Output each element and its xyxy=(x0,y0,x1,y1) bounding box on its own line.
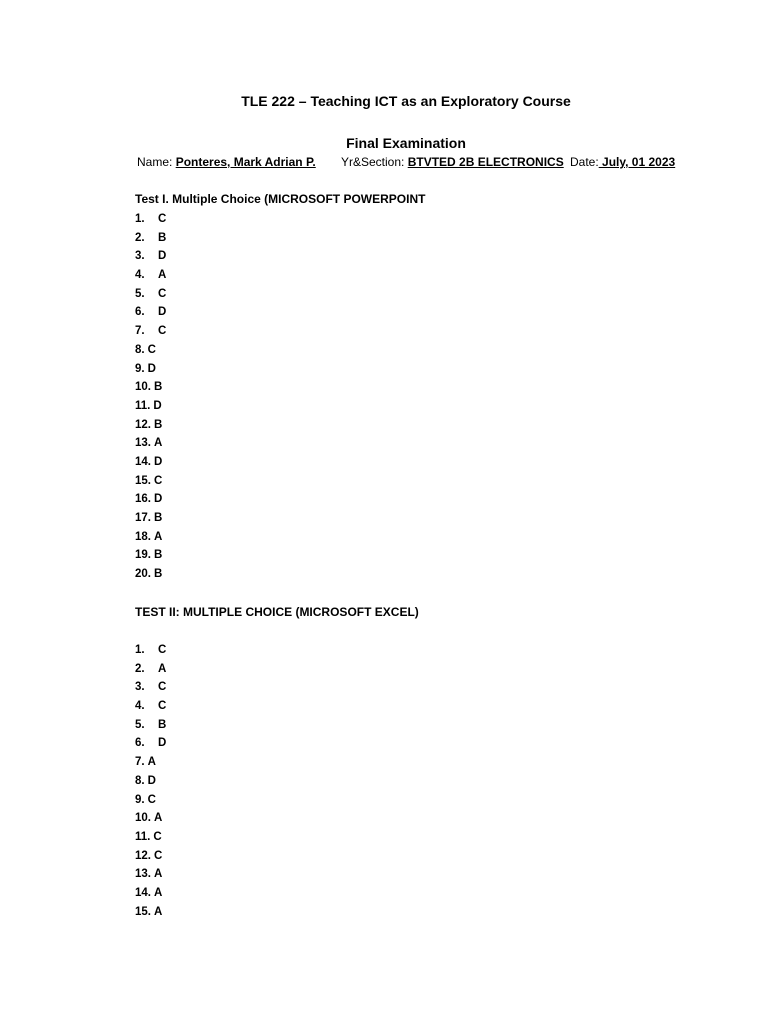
answer-item xyxy=(135,509,166,528)
answer-letter: D xyxy=(147,362,156,375)
exam-title: Final Examination xyxy=(346,135,466,151)
answer-letter: C xyxy=(158,213,167,225)
answer-letter: A xyxy=(158,662,167,675)
answer-letter: C xyxy=(154,849,163,862)
answer-item xyxy=(135,716,166,735)
answer-item xyxy=(135,884,166,903)
answer-number: 12. xyxy=(135,418,151,431)
answer-number: 14. xyxy=(135,886,151,899)
answer-number: 5. xyxy=(135,287,145,300)
answer-item xyxy=(135,285,166,304)
answer-item xyxy=(135,210,166,229)
answer-item xyxy=(135,229,166,248)
section-field xyxy=(341,155,564,169)
answer-item xyxy=(135,678,166,697)
answer-number: 8. xyxy=(135,774,145,787)
answer-number: 20. xyxy=(135,568,151,581)
answer-letter: D xyxy=(147,774,156,787)
answer-item xyxy=(135,565,166,584)
test2-answer-list xyxy=(135,641,166,921)
section-label: Yr&Section: xyxy=(341,155,408,169)
answer-letter: D xyxy=(154,493,163,506)
answer-item xyxy=(135,791,166,810)
answer-number: 6. xyxy=(135,306,145,319)
answer-letter: C xyxy=(158,681,167,694)
answer-letter: C xyxy=(158,287,167,300)
test1-heading: Test I. Multiple Choice (MICROSOFT POWERPOINT xyxy=(135,192,426,206)
answer-letter: B xyxy=(154,549,163,562)
answer-number: 4. xyxy=(135,269,145,282)
name-value: Ponteres, Mark Adrian P. xyxy=(175,155,316,169)
answer-letter: A xyxy=(154,812,163,825)
answer-number: 16. xyxy=(135,493,151,506)
answer-letter: D xyxy=(158,306,167,319)
answer-letter: D xyxy=(153,399,162,412)
answer-number: 7. xyxy=(135,756,145,769)
answer-letter: B xyxy=(154,568,163,581)
answer-item xyxy=(135,247,166,266)
answer-letter: A xyxy=(154,530,163,543)
answer-number: 11. xyxy=(135,830,151,843)
answer-number: 19. xyxy=(135,549,151,562)
answer-number: 6. xyxy=(135,737,145,750)
answer-number: 8. xyxy=(135,343,145,356)
answer-letter: B xyxy=(158,718,167,731)
answer-number: 15. xyxy=(135,905,151,918)
answer-number: 7. xyxy=(135,325,145,338)
answer-item xyxy=(135,490,166,509)
answer-letter: A xyxy=(154,437,163,450)
answer-letter: B xyxy=(154,418,163,431)
answer-number: 1. xyxy=(135,213,145,225)
section-value: BTVTED 2B ELECTRONICS xyxy=(407,155,564,169)
answer-item xyxy=(135,753,166,772)
answer-item xyxy=(135,453,166,472)
name-field xyxy=(137,155,316,169)
answer-number: 12. xyxy=(135,849,151,862)
answer-letter: C xyxy=(147,793,156,806)
test1-answer-list xyxy=(135,210,166,584)
answer-letter: C xyxy=(147,343,156,356)
answer-number: 14. xyxy=(135,455,151,468)
answer-letter: B xyxy=(154,381,163,394)
answer-item xyxy=(135,434,166,453)
answer-item xyxy=(135,847,166,866)
date-field xyxy=(570,155,675,169)
answer-item xyxy=(135,416,166,435)
answer-letter: C xyxy=(154,474,163,487)
course-title: TLE 222 – Teaching ICT as an Exploratory Course xyxy=(241,93,571,109)
answer-item xyxy=(135,303,166,322)
answer-letter: C xyxy=(158,700,167,713)
answer-number: 9. xyxy=(135,793,145,806)
answer-number: 13. xyxy=(135,868,151,881)
answer-letter: C xyxy=(158,644,167,656)
answer-item xyxy=(135,341,166,360)
answer-letter: B xyxy=(158,231,167,244)
answer-item xyxy=(135,472,166,491)
answer-letter: C xyxy=(158,325,167,338)
answer-item xyxy=(135,397,166,416)
answer-item xyxy=(135,266,166,285)
answer-item xyxy=(135,322,166,341)
answer-item xyxy=(135,378,166,397)
test2-heading: TEST II: MULTIPLE CHOICE (MICROSOFT EXCEL) xyxy=(135,605,419,619)
answer-number: 3. xyxy=(135,681,145,694)
answer-letter: A xyxy=(147,756,156,769)
answer-letter: A xyxy=(154,886,163,899)
answer-number: 10. xyxy=(135,812,151,825)
answer-number: 2. xyxy=(135,231,145,244)
answer-number: 15. xyxy=(135,474,151,487)
answer-number: 17. xyxy=(135,512,151,524)
answer-number: 5. xyxy=(135,718,145,731)
answer-item xyxy=(135,528,166,547)
answer-number: 11. xyxy=(135,399,151,412)
date-label: Date: xyxy=(570,155,599,169)
answer-number: 2. xyxy=(135,662,145,675)
answer-number: 10. xyxy=(135,381,151,394)
answer-letter: A xyxy=(154,868,163,881)
answer-item xyxy=(135,903,166,922)
answer-letter: C xyxy=(153,830,162,843)
answer-number: 4. xyxy=(135,700,145,713)
answer-letter: D xyxy=(158,737,167,750)
answer-item xyxy=(135,809,166,828)
answer-item xyxy=(135,546,166,565)
answer-number: 3. xyxy=(135,250,145,263)
answer-letter: D xyxy=(158,250,167,263)
name-label: Name: xyxy=(137,155,176,169)
answer-letter: D xyxy=(154,455,163,468)
answer-number: 18. xyxy=(135,530,151,543)
answer-item xyxy=(135,772,166,791)
answer-letter: B xyxy=(154,512,163,524)
answer-item xyxy=(135,865,166,884)
answer-item xyxy=(135,641,166,660)
answer-item xyxy=(135,734,166,753)
answer-number: 13. xyxy=(135,437,151,450)
answer-item xyxy=(135,660,166,679)
answer-letter: A xyxy=(154,905,163,918)
answer-item xyxy=(135,828,166,847)
answer-letter: A xyxy=(158,269,167,282)
answer-number: 1. xyxy=(135,644,145,656)
answer-item xyxy=(135,697,166,716)
answer-number: 9. xyxy=(135,362,145,375)
answer-item xyxy=(135,360,166,379)
date-value: July, 01 2023 xyxy=(598,155,676,169)
